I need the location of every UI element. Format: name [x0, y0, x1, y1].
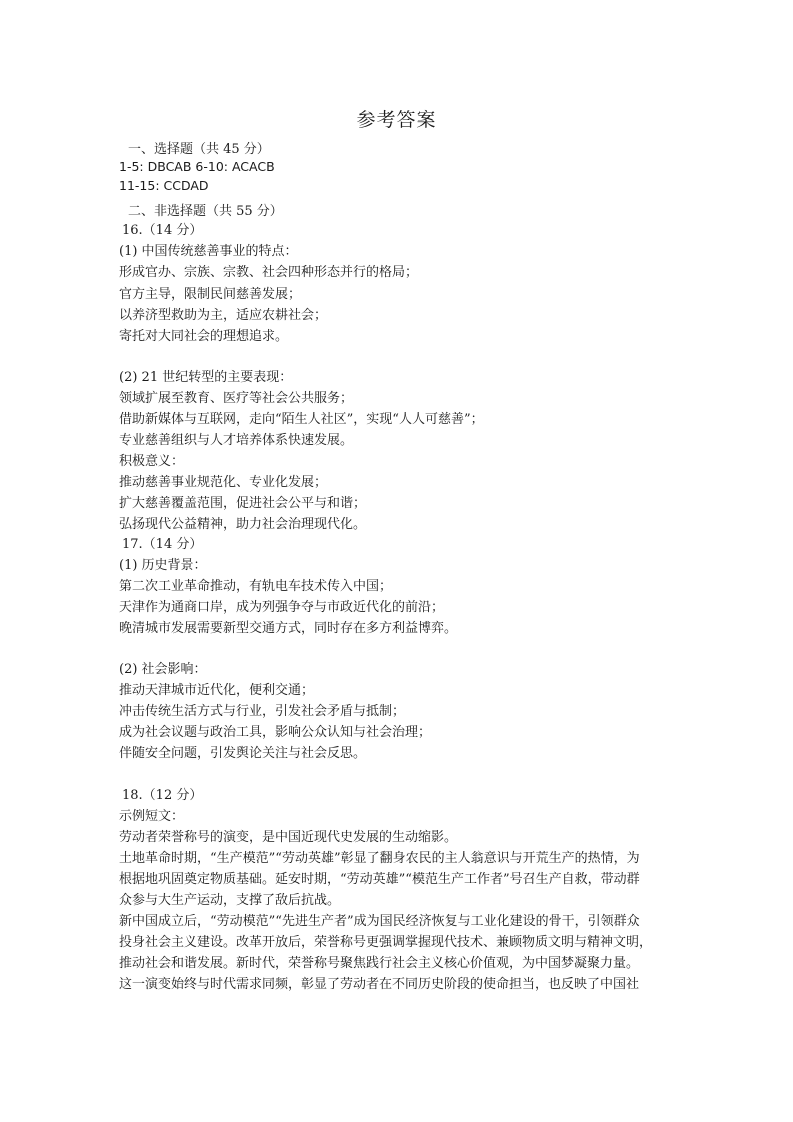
q17-part1-line: 第二次工业革命推动，有轨电车技术传入中国；	[119, 579, 393, 594]
q16-part2-label: (2) 21 世纪转型的主要表现：	[119, 370, 293, 385]
q17-part2-line: 伴随安全问题，引发舆论关注与社会反思。	[119, 746, 367, 761]
q16-part2-line: 弘扬现代公益精神，助力社会治理现代化。	[119, 517, 367, 532]
mcq-answers-line-2: 11-15: CCDAD	[119, 178, 209, 193]
q17-part1-line: 天津作为通商口岸，成为列强争夺与市政近代化的前沿；	[119, 600, 445, 615]
q18-paragraph-2	[119, 911, 679, 995]
q17-part2-label: (2) 社会影响：	[119, 662, 207, 677]
q18-paragraph-line: 众参与大生产运动，支撑了敌后抗战。	[119, 893, 341, 908]
q17-part1-line: 晚清城市发展需要新型交通方式，同时存在多方利益博弈。	[119, 621, 458, 636]
q18-intro: 示例短文：	[119, 809, 185, 824]
q18-paragraph-line: 土地革命时期，“生产模范”“劳动英雄”彰显了翻身农民的主人翁意识与开荒生产的热情，为	[119, 851, 640, 866]
q18-paragraph-line: 这一演变始终与时代需求同频，彰显了劳动者在不同历史阶段的使命担当，也反映了中国社	[119, 977, 640, 992]
q16-significance-label: 积极意义：	[119, 454, 185, 469]
q16-part1-line: 寄托对大同社会的理想追求。	[119, 329, 289, 344]
q17-part1-label: (1) 历史背景：	[119, 558, 207, 573]
q18-paragraph-line: 根据地巩固奠定物质基础。延安时期，“劳动英雄”“模范生产工作者”号召生产自救，带动群	[119, 872, 640, 887]
q17-part2-line: 推动天津城市近代化，便利交通；	[119, 683, 315, 698]
q18-paragraph-line: 推动社会和谐发展。新时代，荣誉称号聚焦践行社会主义核心价值观，为中国梦凝聚力量。	[119, 956, 640, 971]
q18-paragraph-line: 新中国成立后，“劳动模范”“先进生产者”成为国民经济恢复与工业化建设的骨干，引领群众	[119, 914, 640, 929]
q18-header: 18.（12 分）	[122, 788, 203, 803]
q16-part1-line: 形成官办、宗族、宗教、社会四种形态并行的格局；	[119, 265, 419, 280]
q16-part2-line: 领域扩展至教育、医疗等社会公共服务；	[119, 391, 354, 406]
q17-part2-line: 冲击传统生活方式与行业，引发社会矛盾与抵制；	[119, 704, 406, 719]
q18-paragraph-1	[119, 848, 679, 911]
q16-part2-line: 扩大慈善覆盖范围，促进社会公平与和谐；	[119, 496, 367, 511]
q16-header: 16.（14 分）	[122, 223, 203, 238]
q17-header: 17.（14 分）	[122, 537, 203, 552]
q16-part2-line: 专业慈善组织与人才培养体系快速发展。	[119, 433, 354, 448]
q18-paragraph-line: 投身社会主义建设。改革开放后，荣誉称号更强调掌握现代技术、兼顾物质文明与精神文明，	[119, 935, 653, 950]
q16-part1-line: 以养济型救助为主，适应农耕社会；	[119, 308, 328, 323]
q16-part1-label: (1) 中国传统慈善事业的特点：	[119, 244, 298, 259]
q17-part2-line: 成为社会议题与政治工具，影响公众认知与社会治理；	[119, 725, 432, 740]
mcq-answers-line-1: 1-5: DBCAB 6-10: ACACB	[119, 159, 275, 174]
section1-heading: 一、选择题（共 45 分）	[128, 142, 270, 157]
page-title: 参考答案	[356, 109, 437, 131]
q18-thesis: 劳动者荣誉称号的演变，是中国近现代史发展的生动缩影。	[119, 830, 458, 845]
q16-part2-line: 推动慈善事业规范化、专业化发展；	[119, 475, 328, 490]
q16-part2-line: 借助新媒体与互联网，走向“陌生人社区”，实现“人人可慈善”；	[119, 412, 484, 427]
section2-heading: 二、非选择题（共 55 分）	[128, 204, 283, 219]
q16-part1-line: 官方主导，限制民间慈善发展；	[119, 287, 302, 302]
